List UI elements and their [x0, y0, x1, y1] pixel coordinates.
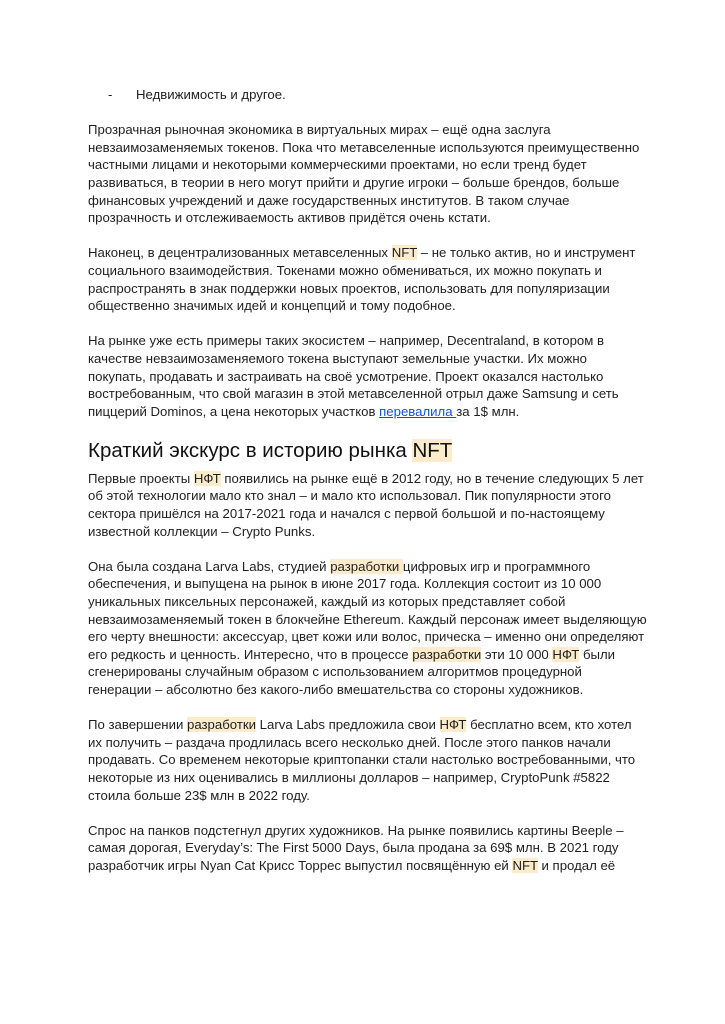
document-page — [88, 86, 648, 892]
bullet-item — [88, 86, 648, 104]
text-run: были сгенерированы случайным образом с использованием алгоритмов процедурной генерации – абсолютно без какого-либо вмешательства со стороны художников. — [88, 646, 616, 697]
highlighted-term: NFT — [412, 438, 453, 462]
highlighted-term: NFT — [391, 245, 418, 261]
bullet-marker: - — [108, 87, 113, 102]
text-run: По завершении — [88, 717, 187, 733]
paragraph-distribution — [88, 716, 648, 804]
text-run: Спрос на панков подстегнул других художников. На рынке появились картины Beeple – самая дорогая, Everyday’s: The First 5000 Days, была продана за 69$ млн. В 2021 году разработчик игры Nyan Cat Крисс Торрес выпустил посвящённую ей — [88, 822, 624, 873]
text-run: и продал её — [537, 857, 616, 873]
highlighted-term: НФТ — [193, 470, 221, 486]
paragraph-larva-labs — [88, 558, 648, 699]
section-heading — [88, 438, 648, 464]
paragraph-social-tool — [88, 244, 648, 314]
text-run: за 1$ млн. — [456, 403, 520, 419]
paragraph-decentraland — [88, 332, 648, 420]
text-run: Она была создана Larva Labs, студией — [88, 558, 331, 574]
paragraph-transparent-economy: Прозрачная рыночная экономика в виртуальных мирах – ещё одна заслуга невзаимозаменяемых токенов. Пока что метавселенные используются преимущественно частными лицами и некоторыми коммерческими проектами, но если тренд будет развиваться, в теории в него могут прийти и другие игроки – больше брендов, больше финансовых учреждений и даже государственных институтов. В таком случае прозрачность и отслеживаемость активов придётся очень кстати. — [88, 122, 640, 226]
text-run: появились на рынке ещё в 2012 году, но в течение следующих 5 лет об этой технологии мало кто знал – и мало кто использовал. Пик популярности этого сектора пришёлся на 2017-2021 года и начался с первой большой и по-настоящему известной коллекции – Crypto Punks. — [88, 470, 644, 539]
text-run: цифровых игр и программного обеспечения, и выпущена на рынок в июне 2017 года. Коллекция состоит из 10 000 уникальных пиксельных персонажей, каждый из которых представляет собой невзаимозаменяемый токен в блокчейне Ethereum. Каждый персонаж имеет выделяющую его черту внешности: аксессуар, цвет кожи или волос, прическа – именно они определяют его редкость и ценность. Интересно, что в процессе — [88, 558, 647, 662]
text-run: – не только актив, но и инструмент социального взаимодействия. Токенами можно обмениваться, их можно покупать и распространять в знак поддержки новых проектов, использовать для популяризации общественно значимых идей и концепций и тому подобное. — [88, 245, 636, 314]
highlighted-term: НФТ — [439, 717, 467, 733]
link-perevalila[interactable]: перевалила — [379, 403, 457, 419]
text-run: Первые проекты — [88, 470, 194, 486]
bullet-text: Недвижимость и другое. — [136, 87, 286, 102]
text-run: эти 10 000 — [481, 646, 553, 662]
highlighted-term: разработки — [412, 646, 482, 662]
text-run: Larva Labs предложила свои — [256, 717, 440, 733]
text-run: Наконец, в децентрализованных метавселенных — [88, 245, 392, 261]
paragraph-beeple — [88, 822, 648, 875]
heading-text: Краткий экскурс в историю рынка — [88, 438, 413, 462]
text-run: бесплатно всем, кто хотел их получить – раздача продлилась всего несколько дней. После этого панков начали продавать. Со временем некоторые криптопанки стали настолько востребованными, что некоторые из них оценивались в миллионы долларов – например, CryptoPunk #5822 стоила больше 23$ млн в 2022 году. — [88, 717, 636, 803]
highlighted-term: NFT — [512, 857, 538, 873]
text-run: На рынке уже есть примеры таких экосистем – например, Decentraland, в котором в качестве невзаимозаменяемого токена выступают земельные участки. Их можно покупать, продавать и застраивать на своё усмотрение. Проект оказался настолько востребованным, что свой магазин в этой метавселенной отрыл даже Samsung и сеть пиццерий Dominos, а цена некоторых участков — [88, 333, 619, 419]
paragraph-first-projects — [88, 470, 648, 540]
highlighted-term: разработки — [186, 717, 256, 733]
highlighted-term: разработки — [330, 558, 403, 574]
highlighted-term: НФТ — [552, 646, 580, 662]
